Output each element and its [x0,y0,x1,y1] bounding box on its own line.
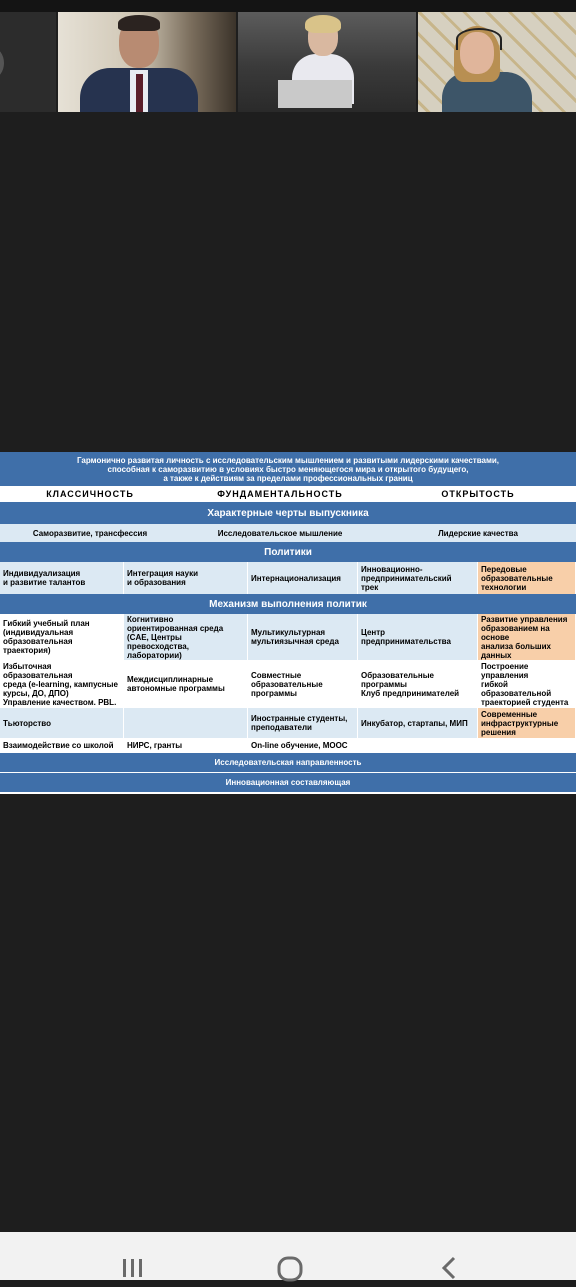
headset [456,28,502,50]
mission-banner [0,452,576,486]
mechanism-cell: Центр предпринимательства [358,614,478,660]
trait-3: Лидерские качества [438,528,518,538]
navigation-bar [0,1232,576,1280]
value-classicality: КЛАССИЧНОСТЬ [46,489,134,499]
traits-title-bar [0,502,576,524]
traits-title: Характерные черты выпускника [207,507,369,519]
laptop [278,80,352,108]
mechanism-title-bar [0,594,576,614]
mechanism-cell: Взаимодействие со школой [0,738,124,752]
video-tiles [0,12,576,112]
mechanism-cell: НИРС, гранты [124,738,248,752]
video-tile-3[interactable] [238,12,416,112]
innovation-bar [0,772,576,792]
participant-hair [118,15,160,31]
values-row [0,486,576,502]
participant-hair [305,15,341,33]
participant-tie [136,74,143,112]
research-bar [0,752,576,772]
trait-1: Саморазвитие, трансфессия [32,528,148,538]
mechanism-title: Механизм выполнения политик [209,598,367,610]
policy-cell: Передовые образовательные технологии [478,562,576,594]
mechanism-row [0,708,576,738]
video-tile-1[interactable] [0,12,56,112]
mechanism-cell: Мультикультурная мультиязычная среда [248,614,358,660]
policies-title-bar [0,542,576,562]
mechanism-row [0,614,576,660]
mechanism-cell: On-line обучение, MOOC [248,738,358,752]
mechanism-cell: Образовательные программы Клуб предпринимателей [358,660,478,708]
back-icon[interactable] [438,1254,462,1287]
mechanism-cell [124,708,248,738]
mechanism-cell: Построение управления гибкой образовательной траекторией студента [478,660,576,708]
mechanism-cell: Избыточная образовательная среда (e-learning, кампусные курсы, ДО, ДПО) Управление качеством. PBL. [0,660,124,708]
recents-icon[interactable] [120,1254,146,1285]
mechanism-row [0,660,576,708]
mechanism-cell: Гибкий учебный план (индивидуальная образовательная траектория) [0,614,124,660]
value-openness: ОТКРЫТОСТЬ [441,489,515,499]
trait-2: Исследовательское мышление [217,528,343,538]
mechanism-cell: Междисциплинарные автономные программы [124,660,248,708]
mechanism-cell: Современные инфраструктурные решения [478,708,576,738]
home-icon[interactable] [276,1254,304,1287]
policies-row [0,562,576,594]
policy-cell: Интернационализация [248,562,358,594]
policy-cell: Индивидуализация и развитие талантов [0,562,124,594]
video-tile-4[interactable] [418,12,576,112]
mission-text: Гармонично развитая личность с исследовательским мышлением и развитыми лидерскими качествами, способная к саморазвитию в условиях быстро меняющегося мира и открытого будущего, а также к действиям за пределами профессиональных границ [76,455,500,483]
value-fundamentality: ФУНДАМЕНТАЛЬНОСТЬ [217,489,343,499]
policy-cell: Интеграция науки и образования [124,562,248,594]
mechanism-cell: Когнитивно ориентированная среда (CAE, Центры превосходства, лаборатории) [124,614,248,660]
mechanism-cell: Развитие управления образованием на основе анализа больших данных [478,614,576,660]
policies-title: Политики [264,546,312,558]
mechanism-cell: Инкубатор, стартапы, МИП [358,708,478,738]
status-bar [0,0,576,12]
mechanism-cell [358,738,478,752]
policy-cell: Инновационно- предпринимательский трек [358,562,478,594]
video-tile-2[interactable] [58,12,236,112]
mechanism-cell [478,738,576,752]
research-label: Исследовательская направленность [214,758,362,767]
shared-slide [0,452,576,794]
traits-row [0,524,576,542]
mechanism-cell: Тьюторство [0,708,124,738]
innovation-label: Инновационная составляющая [225,778,351,787]
mechanism-cell: Совместные образовательные программы [248,660,358,708]
mechanism-row [0,738,576,752]
mechanism-cell: Иностранные студенты, преподаватели [248,708,358,738]
